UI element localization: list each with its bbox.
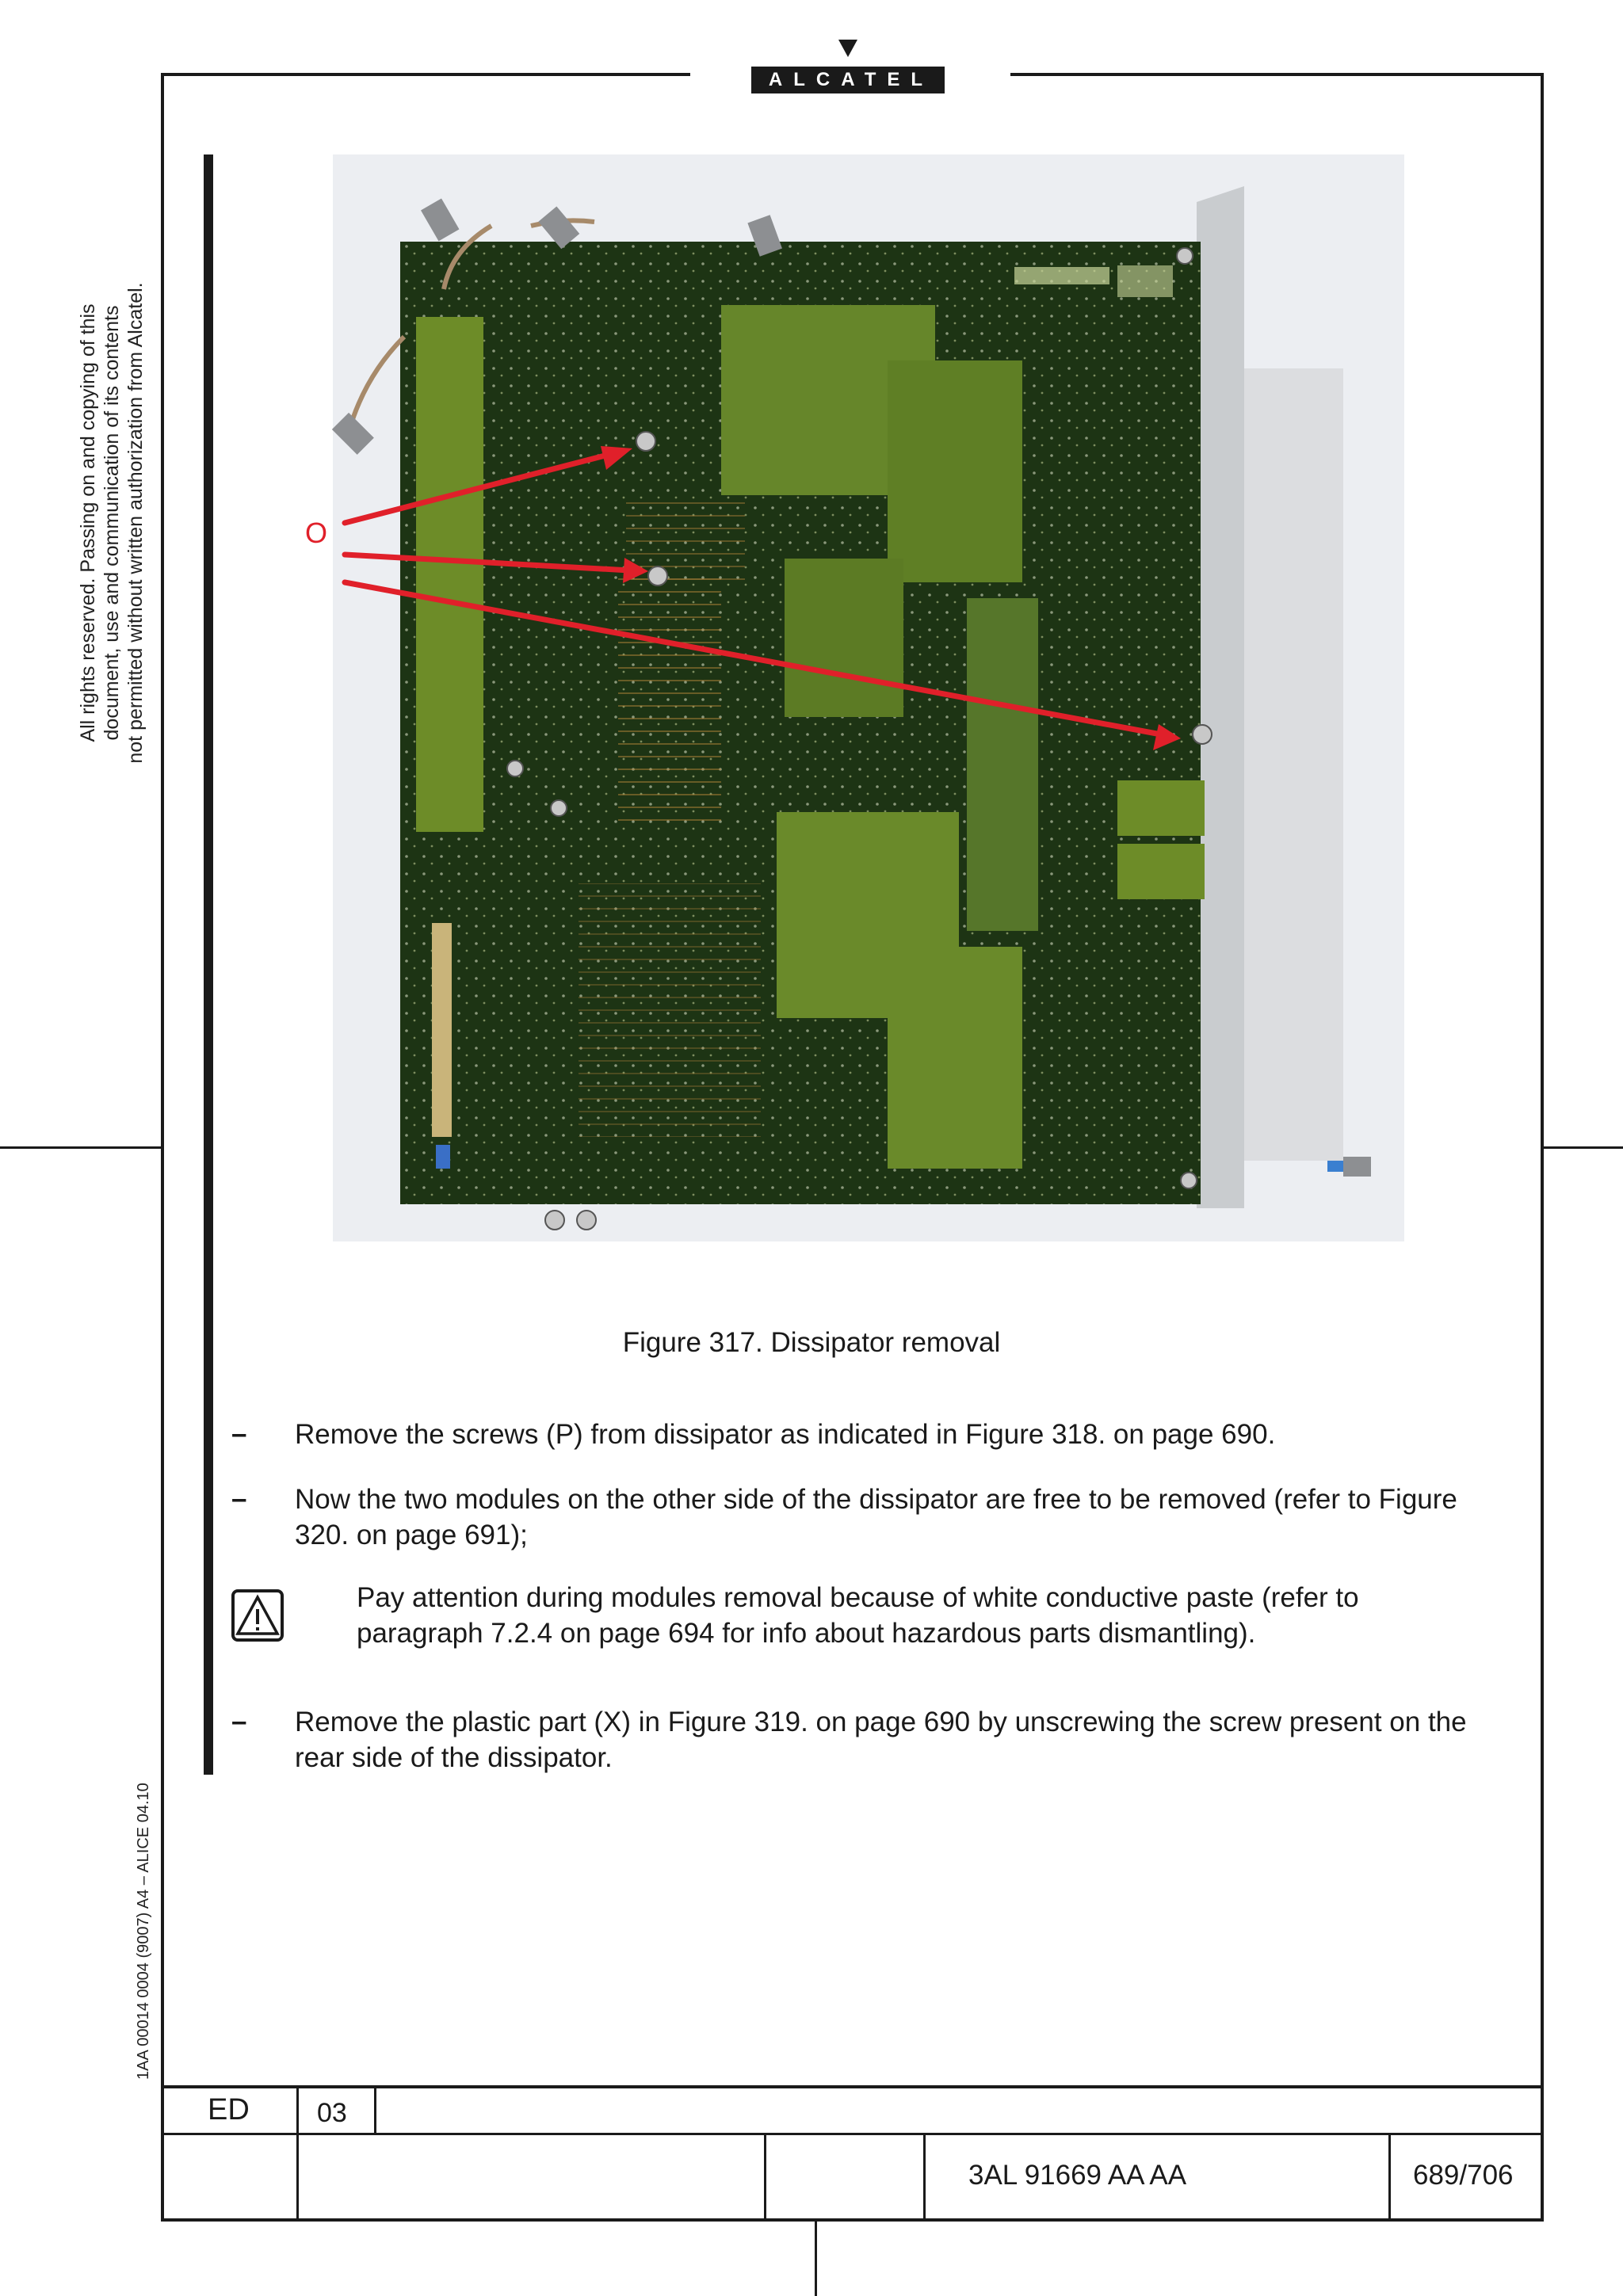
rights-line-3: not permitted without written authorization from Alcatel.	[124, 282, 147, 764]
footer-ed-label: ED	[208, 2093, 250, 2126]
figure-caption: Figure 317. Dissipator removal	[622, 1327, 1001, 1358]
bullet-dash-1: –	[231, 1418, 247, 1449]
frame-top-left	[161, 73, 690, 76]
footer-top-line	[161, 2085, 1544, 2088]
margin-tick-right	[1544, 1146, 1623, 1149]
warning-text: Pay attention during modules removal because of white conductive paste (refer to paragraph 7.2.4 on page 694 for info about hazardous parts dismantling).	[357, 1582, 1359, 1649]
footer-divider-3	[764, 2133, 766, 2220]
bottom-tick	[815, 2222, 817, 2296]
footer-doc-code: 3AL 91669 AA AA	[968, 2160, 1187, 2191]
margin-tick-left	[0, 1146, 161, 1149]
footer-divider-1	[296, 2085, 299, 2220]
bullet-1-text: Remove the screws (P) from dissipator as indicated in Figure 318. on page 690.	[295, 1419, 1276, 1450]
change-bar	[204, 154, 213, 1775]
callout-label: O	[305, 517, 328, 549]
pcb-photo	[305, 154, 1404, 1241]
footer-mid-line	[161, 2133, 1544, 2135]
footer-bottom-line	[161, 2218, 1544, 2222]
footer-page-number: 689/706	[1413, 2160, 1514, 2191]
rights-line-1: All rights reserved. Passing on and copying of this	[77, 303, 99, 742]
footer-ed-value: 03	[317, 2098, 347, 2128]
footer-divider-4	[923, 2133, 926, 2220]
rights-notice	[76, 265, 147, 780]
frame-top-right	[1010, 73, 1544, 76]
footer-divider-5	[1388, 2133, 1391, 2220]
logo-mark-icon	[838, 40, 857, 57]
bullet-dash-2: –	[231, 1483, 247, 1514]
frame-left	[161, 73, 164, 2222]
document-reference: 1AA 00014 0004 (9007) A4 – ALICE 04.10	[135, 1783, 152, 2080]
rights-line-2: document, use and communication of its contents	[101, 305, 123, 741]
bullet-3-text: Remove the plastic part (X) in Figure 319. on page 690 by unscrewing the screw present on the rear side of the dissipator.	[295, 1707, 1467, 1773]
warning-icon	[231, 1589, 284, 1642]
bullet-2-text: Now the two modules on the other side of the dissipator are free to be removed (refer to Figure 320. on page 691);	[295, 1484, 1457, 1550]
alcatel-logo: ALCATEL	[751, 67, 945, 93]
bullet-dash-3: –	[231, 1706, 247, 1737]
footer-divider-2	[374, 2085, 376, 2134]
